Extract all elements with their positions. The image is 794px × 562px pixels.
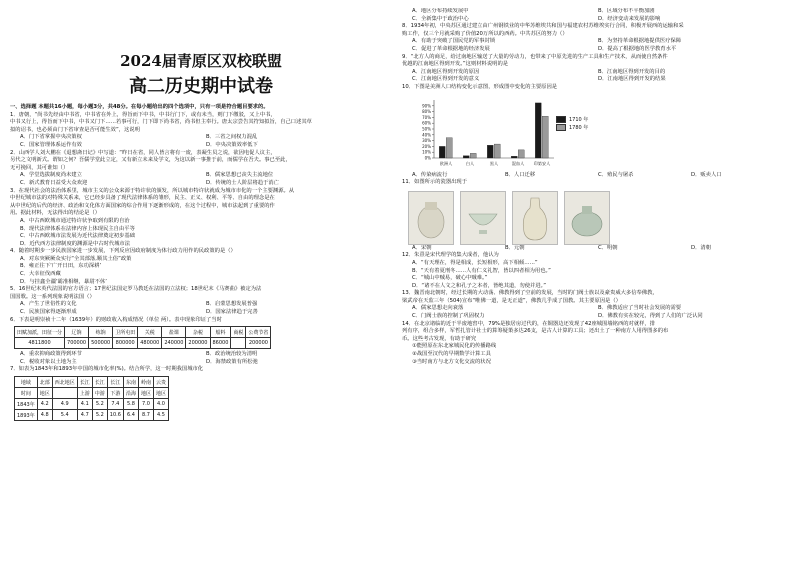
table-cell: 5.8: [123, 399, 138, 410]
table-header-cell: 云贵: [153, 377, 168, 388]
legend-1780: 1780 年: [569, 124, 589, 131]
table-header-cell: 西北地区: [52, 377, 77, 388]
table-header-cell: 下游: [107, 388, 123, 399]
table-header-cell: 地区: [37, 388, 52, 399]
table-header-cell: 杂税: [186, 327, 210, 338]
question-5: 5．16世纪末英代法国的官方语言；17世纪法国定罗马教廷在法国的立法权；18世纪末《马赛曲》被定为法 国国歌。这一系列现象说明法国（）: [10, 286, 262, 300]
table-cell: 5.4: [52, 410, 77, 421]
section-instructions: 一、选择题 本题共16小题，每小题3分，共48分。在每小题给出的四个选项中，只有一项是符合题目要求的。: [10, 104, 269, 110]
table-header-cell: 商税: [231, 327, 246, 338]
question-6-options: A．重农抑商政策得到环节 B．政治统治较为清明 C．税收对象以土地为主 D．海禁政策有所松弛: [20, 351, 258, 365]
x-tick-label: 黑人: [489, 160, 499, 166]
table-header-cell: 北部: [37, 377, 52, 388]
table-header-cell: 中游: [92, 388, 107, 399]
y-tick-label: 20%: [422, 143, 431, 149]
table-cell: 480000: [138, 338, 162, 349]
chart-legend: [556, 116, 588, 132]
bar-0-0: [439, 146, 445, 158]
table-cell: 1843年: [15, 399, 38, 410]
table-header-cell: 时间: [15, 388, 38, 399]
question-7-options: A．地区分布持续发展中 B．区域分布不平衡加剧 C．全新集中于政治中心 D．经济变动来发展的影响: [412, 8, 661, 22]
question-5-options: A．产生了世俗性的文化 B．启蒙思想发展普强 C．民族国家得逐渐形成 D．国家法律趋于完善: [20, 301, 258, 316]
population-bar-chart: [416, 96, 556, 172]
table-header-cell: 长江: [92, 377, 107, 388]
question-13: 13．魏晋南北朝时，经过长期的大动荡、佛教得到了空前的发展，当时的门阀士族以及豪贵威大多信奉佛教， 梁武帝在天监三年（504)宣布“唯佛一道，是无正道”，佛教几乎成了国教。其主要原因是（）: [402, 290, 658, 304]
table-header-cell: 地区: [138, 388, 153, 399]
bar-0-3: [511, 156, 517, 158]
table-header-cell: 船料: [210, 327, 231, 338]
porcelain-jar-image: [408, 191, 454, 245]
question-11-options: A．宋朝 B．元朝 C．明朝 D．清朝: [412, 244, 711, 251]
x-tick-label: 混血人: [511, 160, 525, 166]
table-cell: 5.2: [92, 410, 107, 421]
y-tick-label: 40%: [422, 131, 431, 137]
table-header-cell: 地域: [15, 377, 38, 388]
table-cell: 5.2: [92, 399, 107, 410]
question-8: 8．1934年初，中央苏区通过建立由广州钢铁业的中华苏维埃共和国与福建农村苏维埃实行合同，积极开展西的运输和采 购工作，仅三个月就采购了价值20万所以的西药。中共苏区的努力（）: [402, 23, 684, 37]
table-header-cell: 关税: [138, 327, 162, 338]
table-header-cell: 长江: [77, 377, 92, 388]
table-cell: 4.2: [37, 399, 52, 410]
table-header-cell: 公费节省: [246, 327, 271, 338]
table-cell: 86000: [210, 338, 231, 349]
y-tick-label: 80%: [422, 108, 431, 114]
bar-0-4: [535, 102, 541, 157]
question-8-options: A．有助于突破了国民党的军事封锁 B．为坚持革命根据地提供医疗保障 C．促进了革命根据地的经济发展 D．提高了根据地的医学教育水平: [412, 38, 682, 52]
table-cell: 6.4: [123, 410, 138, 421]
table-cell: 4.5: [153, 410, 168, 421]
table-cell: 1893年: [15, 410, 38, 421]
x-tick-label: 欧洲人: [439, 160, 453, 166]
revenue-table: [14, 326, 271, 349]
left-column: [10, 8, 392, 556]
table-header-cell: 地区: [153, 388, 168, 399]
question-4: 4．随着时期步一步民族国家进一步发展，下列反应因政府制度为体行政力用作的民政策的是（）: [10, 248, 236, 255]
question-2-options: A．学堂选拔制度尚未建立 B．儒家思想已丧失主流地位 C．新式教育日益受大众欢迎 D．传统的士人阶层将趋于消亡: [20, 172, 279, 186]
question-4-options: A．对东突厥厥众实行“全其部落,顺其土俗”政策 B．雍正往下‘广开日田，东功深耕’ C．大幸征伐西藏 D．与挂鑫全疆‘霸准相继，暴尉不休’: [20, 255, 132, 285]
table-header-cell: 田赋加派，田征一分: [15, 327, 65, 338]
exam-title-line2: 高二历史期中试卷: [129, 76, 273, 97]
bar-0-2: [487, 145, 493, 158]
y-tick-label: 60%: [422, 120, 431, 126]
y-tick-label: 90%: [422, 102, 431, 108]
table-cell: 500000: [89, 338, 113, 349]
question-10: 10．下图是美洲人口结构变化示意图，形成图中变化的主要原因是: [402, 83, 558, 90]
table-cell: 4.0: [153, 399, 168, 410]
table-header-cell: [52, 388, 77, 399]
question-7: 7．如表为1843年和1893年中国的城市化率(%)。结合所学，这一时期我国城市化: [10, 366, 204, 373]
porcelain-pot-image: [564, 191, 610, 245]
table-header-cell: 上游: [77, 388, 92, 399]
table-cell: 200000: [186, 338, 210, 349]
bar-1-1: [470, 153, 476, 158]
table-header-cell: 练饷: [89, 327, 113, 338]
y-tick-label: 10%: [422, 149, 431, 155]
question-11: 11．如图所示的瓷器出现于: [402, 179, 468, 186]
x-tick-label: 白人: [465, 160, 475, 166]
table-cell: 200000: [246, 338, 271, 349]
table-cell: 700000: [65, 338, 89, 349]
bar-0-1: [463, 155, 469, 157]
table-header-cell: 长江: [107, 377, 123, 388]
table-cell: 4.7: [77, 410, 92, 421]
porcelain-vase-image: [512, 191, 558, 245]
question-14-options: ①能照原在东北家城民化的传播路线 ②战国至汉代的早期数学计算工具 ③当时南方与北方文化交流的状况: [412, 343, 497, 365]
question-9-options: A．江南地区得到开发的原因 B．江南地区得到开发的目的 C．江南地区得到开发的意义 D．江南地区得到开发的结果: [412, 68, 666, 83]
table-header-cell: 辽饷: [65, 327, 89, 338]
porcelain-photos: [408, 191, 784, 245]
bar-1-0: [446, 137, 452, 157]
porcelain-bowl-image: [460, 191, 506, 245]
table-cell: 240000: [162, 338, 186, 349]
question-6: 6．下表是明崇祯十二年（1639年）的财政收入构成情况（单位 两）。表中现象印证了当时: [10, 316, 222, 323]
table-cell: 7.4: [107, 399, 123, 410]
table-cell: 4.1: [77, 399, 92, 410]
question-1: 1．唐朝，“尚书先经由中书省，中书省在外上，得旨而下中书，中书行门下，或有未当，则门下缴驳，又上中书， 中书又行上，得旨而下中书，中书又门下……若事可行，门下即下尚书省，尚书但主奉行。唐太宗尝告其符知拟旨，自己口述其草 拟的诏书，也必须由门下省审查是否可能生效”，这说明: [10, 111, 312, 133]
question-9: 9．“北方人的商足，给过南地区输送了大量的劳动力，也带来了中原先进的生产工具和生产技术，从而使自然条件 优越的江南地区得到开发。”这则材料说明的是: [402, 53, 668, 68]
question-3: 3．在现代社会的法治体系里，城市主义的公众来源于特许状的颁发，所以城市特许状就成为城市市化的一个主要渊源。从 中世纪城市法的对特殊关系来，它已经步具备了现代法律体系的雏形，民主、正义、权利、平等、自由的理念是在 从中世纪的后代的经济、政治和文化体方面国家的综合作用下逐渐形成的，在这个过程中，城市法起到了重要的作 用。据此材料，无法得出的结论是（）: [10, 187, 295, 217]
question-12: 12．朱熹是宋代理学的集大成者，他认为: [402, 252, 499, 259]
y-tick-label: 30%: [422, 137, 431, 143]
exam-title-line1: 2024届青原区双校联盟: [120, 52, 282, 70]
legend-1710: 1710 年: [569, 116, 589, 123]
question-1-options: A．门下省掌握中央决策权 B．三省之间权力混乱 C．国家管理体系运作有效 D．中央决策效率低下: [20, 134, 258, 148]
table-cell: 4.8: [37, 410, 52, 421]
right-column: [402, 8, 784, 556]
table-cell: 800000: [113, 338, 138, 349]
question-14: 14．在北京诸临的近于半废地窖中，79%是独居房过代的，在铜器边还发现了42座城围墙铭西的对就样，排 列有序，组合多样，军哲扎管计社士的算筹疑策多达26支，是古人计算的工具；还出土了一种南方人用得图多的布 币。这些考古发现，有助于研究: [402, 320, 669, 342]
bar-1-4: [542, 116, 548, 158]
question-10-options: A．传染病流行 B．人口迁移 C．殖民与屠杀 D．贩卖人口: [412, 171, 722, 178]
population-chart: [416, 96, 596, 172]
question-12-options: A．“有天理在，得是相成，长短相形，高下相倾……” B．“天有着夏刑冬……人有仁义礼智，皆以四者相为用也。” C．“城山中贼易，破心中贼难。” D．“诸不在人文之和孔子之本者，皆绝其道，勿使并进。”: [412, 259, 551, 289]
table-cell: 10.6: [107, 410, 123, 421]
question-13-options: A．儒家思想走向衰落 B．佛教适应了当时社会发展的需要 C．门阀士族的控制了巩固权力 D．佛教有实在较完，得到了人们的广泛认同: [412, 305, 703, 320]
y-tick-label: 70%: [422, 114, 431, 120]
y-tick-label: 50%: [422, 126, 431, 132]
table-header-cell: 东南: [123, 377, 138, 388]
table-cell: 4.9: [52, 399, 77, 410]
table-cell: 4811800: [15, 338, 65, 349]
urbanization-table: [14, 376, 169, 421]
table-cell: [231, 338, 246, 349]
table-header-cell: 岭南: [138, 377, 153, 388]
table-cell: 7.0: [138, 399, 153, 410]
table-header-cell: 卫所屯田: [113, 327, 138, 338]
y-tick-label: 0%: [424, 155, 431, 161]
bar-1-3: [518, 149, 524, 157]
question-2: 2．山西学人刘大鹏在《退想斋日记》中写道：“昨日在省，同人皆言将有一废，表凝生员之说，欲因电促人议主， 另代之文明新式。谓如之何？吾儒学堂此立定，又有新立未来及学文，为这以新一事推于前，而儒学在吾夫。事已至此， 无可挽回，其可谁知（）: [10, 149, 291, 171]
x-tick-label: 印第安人: [533, 160, 551, 166]
table-header-cell: 盐课: [162, 327, 186, 338]
table-header-cell: 沿海: [123, 388, 138, 399]
bar-1-2: [494, 144, 500, 158]
table-cell: 8.7: [138, 410, 153, 421]
question-3-options: A．中古西欧城市通过特许状争取到有限的自治 B．现代法律体系在法律内容上体现民主自由平等 C．中古西欧城市法发展为近代法律奠定初步基础 D．近代西方法律制度的渊源是中古时代城市法: [20, 217, 135, 247]
